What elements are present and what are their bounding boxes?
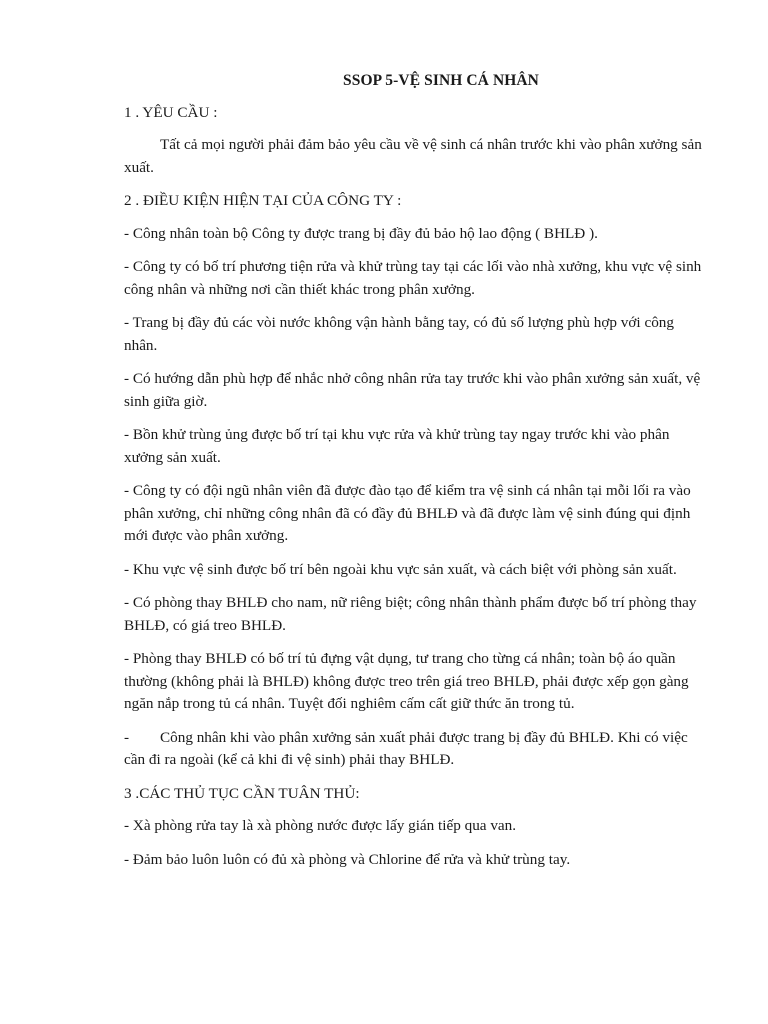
section-2-item: - Công ty có đội ngũ nhân viên đã được đào tạo để kiểm tra vệ sinh cá nhân tại mỗi lối ra vào phân xưởng, chỉ những công nhân đã có đầy đủ BHLĐ và đã được làm vệ sinh đúng qui định mới được vào phân xưởng. (124, 482, 691, 544)
section-2-item: - Công nhân toàn bộ Công ty được trang bị đầy đủ bảo hộ lao động ( BHLĐ ). (124, 224, 598, 242)
section-2-heading: 2 . ĐIỀU KIỆN HIỆN TẠI CỦA CÔNG TY : (124, 192, 402, 209)
section-2-last-item-text: Công nhân khi vào phân xưởng sản xuất phải được trang bị đầy đủ BHLĐ. Khi có việc cần đi ra ngoài (kể cả khi đi vệ sinh) phải thay BHLĐ. (124, 728, 688, 768)
section-2-item: - Khu vực vệ sinh được bố trí bên ngoài khu vực sản xuất, và cách biệt với phòng sản xuất. (124, 560, 677, 578)
section-1-heading: 1 . YÊU CẦU : (124, 103, 218, 121)
document-page (124, 70, 708, 882)
section-2-item: - Có phòng thay BHLĐ cho nam, nữ riêng biệt; công nhân thành phẩm được bố trí phòng thay BHLĐ, có giá treo BHLĐ. (124, 594, 697, 634)
section-2-last-item (124, 727, 708, 772)
document-title: SSOP 5-VỆ SINH CÁ NHÂN (343, 72, 539, 89)
section-2-item: - Phòng thay BHLĐ có bố trí tủ đựng vật dụng, tư trang cho từng cá nhân; toàn bộ áo quần thường (không phải là BHLĐ) không được treo trên giá treo BHLĐ, phải được xếp gọn gàng ngăn nắp trong tủ cá nhân. Tuyệt đối nghiêm cấm cất giữ thức ăn trong tủ. (124, 650, 689, 712)
section-2-item: - Bồn khử trùng ủng được bố trí tại khu vực rửa và khử trùng tay ngay trước khi vào phân xưởng sản xuất. (124, 426, 670, 466)
section-2-item: - Công ty có bố trí phương tiện rửa và khử trùng tay tại các lối vào nhà xưởng, khu vực vệ sinh công nhân và những nơi cần thiết khác trong phân xưởng. (124, 258, 702, 298)
section-3-item: - Đảm bảo luôn luôn có đủ xà phòng và Chlorine để rửa và khử trùng tay. (124, 850, 571, 868)
section-2-item: - Trang bị đầy đủ các vòi nước không vận hành bằng tay, có đủ số lượng phù hợp với công nhân. (124, 314, 674, 354)
section-2-item: - Có hướng dẫn phù hợp để nhắc nhở công nhân rửa tay trước khi vào phân xưởng sản xuất, vệ sinh giữa giờ. (124, 370, 701, 410)
section-1-text: Tất cả mọi người phải đảm bảo yêu cầu về vệ sinh cá nhân trước khi vào phân xưởng sản xuất. (124, 136, 702, 176)
section-3-item: - Xà phòng rửa tay là xà phòng nước được lấy gián tiếp qua van. (124, 817, 517, 834)
list-dash: - (124, 728, 130, 746)
section-3-heading: 3 .CÁC THỦ TỤC CẦN TUÂN THỦ: (124, 784, 360, 802)
